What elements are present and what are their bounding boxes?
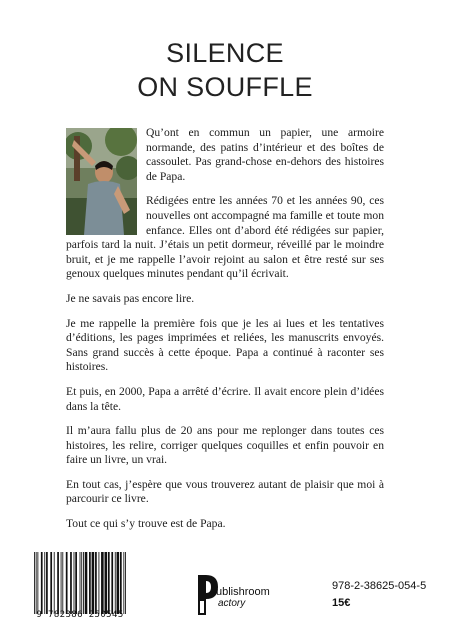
barcode-bar bbox=[111, 552, 113, 614]
blurb-paragraph-8: Tout ce qui s’y trouve est de Papa. bbox=[66, 517, 226, 531]
barcode-bar bbox=[62, 552, 63, 614]
barcode-bar bbox=[46, 552, 48, 614]
barcode-bar bbox=[54, 552, 55, 614]
barcode-bar bbox=[34, 552, 35, 614]
barcode-bar bbox=[101, 552, 104, 614]
publisher-subname: actory bbox=[218, 598, 246, 609]
barcode-bar bbox=[117, 552, 120, 614]
barcode-bar bbox=[37, 552, 38, 614]
barcode-bar bbox=[89, 552, 91, 614]
barcode-bar bbox=[125, 552, 126, 614]
blurb-paragraph-1: Qu’ont en commun un papier, une armoire normande, des patins d’intérieur et des boîtes de cassoulet. Pas grand-chose en-dehors des histoires de Papa. bbox=[146, 126, 384, 183]
barcode-bar bbox=[44, 552, 45, 614]
publisher-name: ublishroom bbox=[216, 586, 270, 598]
barcode-bar bbox=[108, 552, 110, 614]
blurb-paragraph-7: En tout cas, j’espère que vous trouverez autant de plaisir que moi à parcourir ce livre. bbox=[66, 477, 384, 506]
barcode-bar bbox=[61, 552, 62, 614]
barcode-digits: 9 782386 250545 bbox=[36, 610, 124, 620]
barcode-bar bbox=[50, 552, 52, 614]
book-title bbox=[0, 36, 450, 104]
blurb-paragraph-5: Et puis, en 2000, Papa a arrêté d’écrire. Il avait encore plein d’idées dans la tête. bbox=[66, 384, 384, 413]
barcode-bar bbox=[105, 552, 108, 614]
barcode-bar bbox=[70, 552, 72, 614]
isbn-number: 978-2-38625-054-5 bbox=[332, 580, 427, 592]
barcode-bar bbox=[120, 552, 122, 614]
barcode-bar bbox=[83, 552, 84, 614]
barcode-bar bbox=[115, 552, 116, 614]
photo-wrap-spacer bbox=[66, 126, 146, 236]
barcode-bar bbox=[41, 552, 43, 614]
blurb-text bbox=[66, 126, 384, 542]
barcode-bar bbox=[36, 552, 37, 614]
barcode-bar bbox=[95, 552, 97, 614]
blurb-paragraph-6: Il m’aura fallu plus de 20 ans pour me replonger dans toutes ces histoires, les relire, corriger quelques coquilles et enfin pouvoir en faire un livre, un vrai. bbox=[66, 424, 384, 467]
barcode-bar bbox=[98, 552, 99, 614]
barcode-bar bbox=[74, 552, 75, 614]
barcode-bar bbox=[66, 552, 68, 614]
barcode-bar bbox=[57, 552, 59, 614]
book-title-line-1: SILENCE bbox=[166, 38, 284, 68]
barcode-bar bbox=[80, 552, 81, 614]
blurb-paragraph-4: Je me rappelle la première fois que je les ai lues et les tentatives d’éditions, les pages imprimées et reliées, les manuscrits envoyés. Sans grand succès à cette époque. Papa a continué à raconter ses histoires. bbox=[66, 316, 384, 374]
barcode-bar bbox=[81, 552, 82, 614]
barcode-bar bbox=[75, 552, 77, 614]
barcode-bar bbox=[85, 552, 88, 614]
price: 15€ bbox=[332, 597, 351, 609]
barcode-bar bbox=[92, 552, 95, 614]
barcode-bar bbox=[123, 552, 124, 614]
book-title-line-2: ON SOUFFLE bbox=[137, 72, 313, 102]
blurb-paragraph-3: Je ne savais pas encore lire. bbox=[66, 291, 195, 305]
blurb-paragraph-2: Rédigées entre les années 70 et les années 90, ces nouvelles ont accompagné ma famille et toute mon enfance. Elles ont d’abord été rédigées sur papier, parfois tard la nuit. J’étais un petit dormeur, réveillé par le moindre bruit, et je me rappelle l’avoir rejoint au salon et être resté sur ses genoux quelques minutes pendant qu’il écrivait. bbox=[66, 194, 384, 281]
